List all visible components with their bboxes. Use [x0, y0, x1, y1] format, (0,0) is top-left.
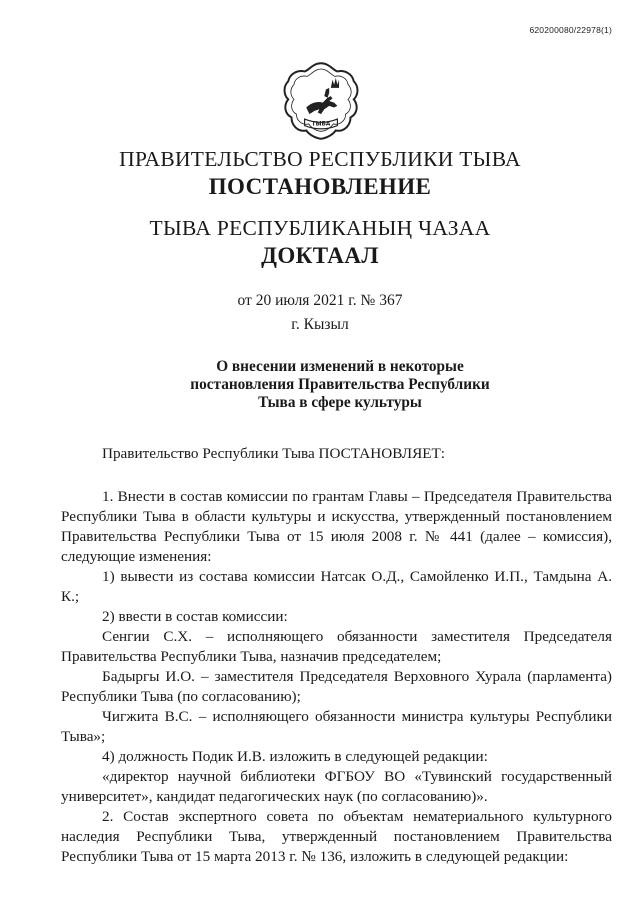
document-type-ru: ПОСТАНОВЛЕНИЕ	[208, 174, 432, 199]
member-badyrgy: Бадыргы И.О. – заместителя Председателя Верховного Хурала (парламента) Республики Тыва (по согласованию);	[61, 668, 612, 705]
subject-line: Тыва в сфере культуры	[258, 394, 422, 411]
paragraph-1-item-4: 4) должность Подик И.В. изложить в следующей редакции:	[102, 748, 488, 765]
paragraph-2: 2. Состав экспертного совета по объектам нематериального культурного наследия Республики Тыва, утвержденный постановлением Правительства Республики Тыва от 15 марта 2013 г. № 136, изложить в следующей редакции:	[61, 808, 612, 865]
resolution-preamble: Правительство Республики Тыва ПОСТАНОВЛЯЕТ:	[102, 445, 445, 462]
paragraph-1-item-1: 1) вывести из состава комиссии Натсак О.Д., Самойленко И.П., Тамдына А. К.;	[61, 568, 612, 605]
document-date-number: от 20 июля 2021 г. № 367	[237, 292, 403, 309]
government-title-ru: ПРАВИТЕЛЬСТВО РЕСПУБЛИКИ ТЫВА	[119, 147, 521, 171]
document-subject	[160, 358, 520, 412]
member-chigzhit: Чигжита В.С. – исполняющего обязанности министра культуры Республики Тыва»;	[61, 708, 612, 745]
paragraph-1: 1. Внести в состав комиссии по грантам Главы – Председателя Правительства Республики Тыва в области культуры и искусства, утвержденный постановлением Правительства Республики Тыва от 15 июля 2008 г. № 441 (далее – комиссия), следующие изменения:	[61, 488, 612, 565]
document-id: 620200080/22978(1)	[529, 25, 612, 35]
document-body	[61, 444, 612, 867]
paragraph-1-item-2: 2) ввести в состав комиссии:	[102, 608, 288, 625]
document-type-tyv: ДОКТААЛ	[261, 243, 379, 268]
tyva-coat-of-arms-icon	[280, 60, 362, 142]
document-city: г. Кызыл	[291, 316, 349, 333]
government-title-tyv: ТЫВА РЕСПУБЛИКАНЫҢ ЧАЗАА	[149, 216, 491, 240]
subject-line: О внесении изменений в некоторые	[216, 358, 464, 375]
subject-line: постановления Правительства Республики	[190, 376, 490, 393]
podik-new-position: «директор научной библиотеки ФГБОУ ВО «Тувинский государственный университет», кандидат педагогических наук (по согласованию)».	[61, 768, 612, 805]
member-sengii: Сенгии С.Х. – исполняющего обязанности заместителя Председателя Правительства Республики Тыва, назначив председателем;	[61, 628, 612, 665]
emblem-text: ТЫВА	[311, 121, 331, 128]
